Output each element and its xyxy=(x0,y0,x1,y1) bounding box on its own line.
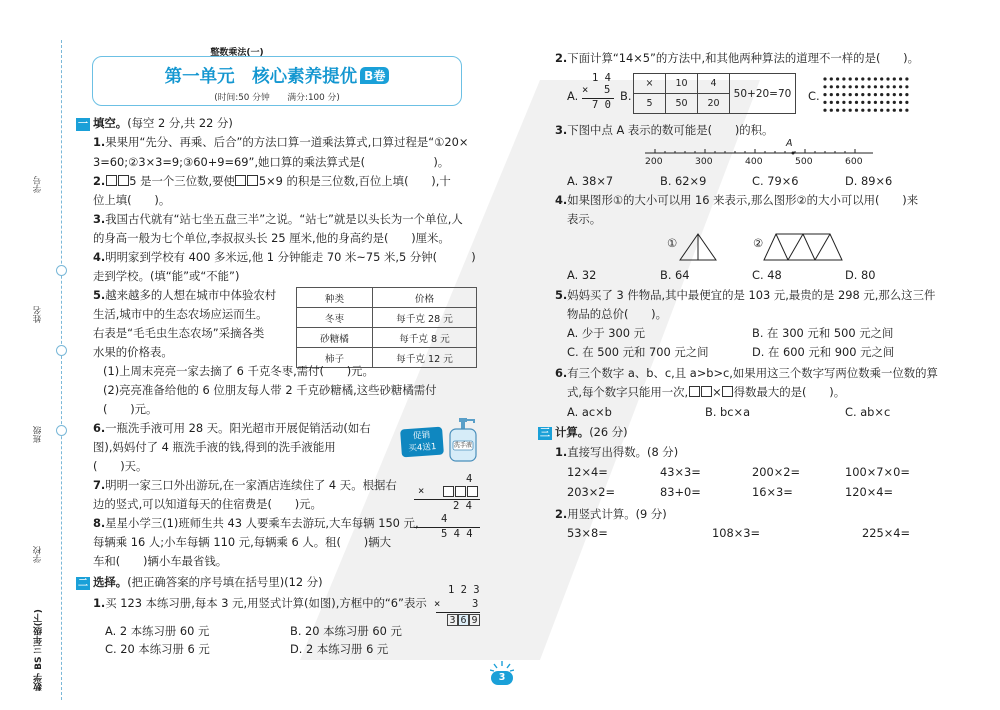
c1-option-d: D. 2 本练习册 6 元 xyxy=(290,642,389,656)
q5-line1 xyxy=(93,288,276,302)
array-dot xyxy=(849,77,852,80)
c6-option-c: C. ab×c xyxy=(845,405,891,419)
array-dot xyxy=(899,109,902,112)
vertical-digit: 5 4 4 xyxy=(441,528,473,540)
section-note: (每空 2 分,共 22 分) xyxy=(127,116,233,130)
digit-box xyxy=(118,175,129,186)
c5-option-c: C. 在 500 元和 700 元之间 xyxy=(567,345,709,359)
c1-option-b: B. 20 本练习册 60 元 xyxy=(290,624,402,638)
section-fill-blank-heading xyxy=(76,116,233,131)
k1-item: 120×4= xyxy=(845,485,894,499)
point-a-label: A xyxy=(786,138,793,149)
array-dot xyxy=(842,101,845,104)
section-number: 一 xyxy=(78,119,88,130)
unit-subtitle: 整数乘法(一) xyxy=(210,48,264,58)
promo-badge xyxy=(400,427,444,458)
vertical-digit: 5 xyxy=(604,84,611,96)
c1-line xyxy=(93,596,427,610)
q2-line1 xyxy=(93,174,451,188)
q5-line3: 右表是“毛毛虫生态农场”采摘各类 xyxy=(93,326,265,340)
tick-label: 600 xyxy=(845,156,863,167)
array-dot xyxy=(836,85,839,88)
vertical-digit: 3 xyxy=(472,598,479,610)
array-dot xyxy=(905,109,908,112)
c3-option-b: B. 62×9 xyxy=(660,174,707,188)
page-title-text: 第一单元 核心素养提优 xyxy=(164,67,358,87)
vertical-digit: 7 0 xyxy=(592,99,611,111)
c4-option-c: C. 48 xyxy=(752,268,782,282)
array-dot xyxy=(899,77,902,80)
hand-soap-bottle-icon xyxy=(446,418,480,462)
question-number: 5. xyxy=(93,288,106,302)
q7-vertical-multiplication xyxy=(410,474,486,554)
tick-label: 400 xyxy=(745,156,763,167)
q4-line2: 走到学校。(填“能”或“不能”) xyxy=(93,269,240,283)
k1-item: 200×2= xyxy=(752,465,801,479)
c6-line2: 式,每个数字只能用一次, × 得数最大的是( )。 xyxy=(567,385,846,399)
shape-2-label: ② xyxy=(753,236,764,250)
table-cell: 4 xyxy=(698,74,730,94)
result-cell: 9 xyxy=(469,614,480,626)
binding-hole xyxy=(56,265,67,276)
q6-line2: 图),妈妈付了 4 瓶洗手液的钱,得到的洗手液能用 xyxy=(93,440,336,454)
multiply-sign: × xyxy=(434,598,441,610)
section-title: 计算。 xyxy=(555,425,590,439)
array-dot xyxy=(830,109,833,112)
array-dot xyxy=(874,109,877,112)
array-dot xyxy=(849,101,852,104)
k2-item: 108×3= xyxy=(712,526,761,540)
fruit-price-table xyxy=(296,287,477,368)
digit-box xyxy=(722,386,733,397)
q1-line2: 3=60;②3×3=9;③60+9=69”,她口算的乘法算式是( )。 xyxy=(93,155,450,169)
c2-line xyxy=(555,51,919,65)
section-number: 二 xyxy=(78,578,88,589)
c2-b-area-table xyxy=(633,73,796,114)
c4-shapes-diagram xyxy=(660,232,870,262)
array-dot xyxy=(842,93,845,96)
c6-option-b: B. bc×a xyxy=(705,405,751,419)
c3-text: 下图中点 A 表示的数可能是( )的积。 xyxy=(567,123,774,137)
array-dot xyxy=(893,77,896,80)
vertical-digit: 1 4 xyxy=(592,72,611,84)
question-number: 5. xyxy=(555,288,568,302)
q1-line1 xyxy=(93,135,468,149)
q2-text-b: 5×9 的积是三位数,百位上填( ),十 xyxy=(258,174,451,188)
array-dot xyxy=(868,85,871,88)
table-cell: 50+20=70 xyxy=(730,74,796,114)
c2-c-dot-array xyxy=(822,76,912,114)
question-number: 1. xyxy=(93,596,106,610)
array-dot xyxy=(836,101,839,104)
result-cell: 3 xyxy=(447,614,458,626)
q7-line2: 边的竖式,可以知道每天的住宿费是( )元。 xyxy=(93,497,322,511)
time-info: (时间:50 分钟 满分:100 分) xyxy=(214,93,340,103)
array-dot xyxy=(880,77,883,80)
c5-option-d: D. 在 600 元和 900 元之间 xyxy=(752,345,895,359)
array-dot xyxy=(855,93,858,96)
q6-text: 一瓶洗手液可用 28 天。阳光超市开展促销活动(如右 xyxy=(105,421,371,435)
array-dot xyxy=(868,77,871,80)
array-dot xyxy=(855,109,858,112)
q5-line2: 生活,城市中的生态农场应运而生。 xyxy=(93,307,268,321)
array-dot xyxy=(905,93,908,96)
array-dot xyxy=(880,85,883,88)
class-label: 班级 xyxy=(33,426,43,444)
q5-sub1: (1)上周末亮亮一家去摘了 6 千克冬枣,需付( )元。 xyxy=(103,364,374,378)
array-dot xyxy=(861,77,864,80)
shape-1-label: ① xyxy=(667,236,678,250)
k2-title xyxy=(555,507,667,521)
c2-option-c-label: C. xyxy=(808,89,820,103)
question-number: 7. xyxy=(93,478,106,492)
digit-box xyxy=(106,175,117,186)
array-dot xyxy=(899,93,902,96)
q8-line3: 车和( )辆小车最省钱。 xyxy=(93,554,228,568)
subject-label: 数学 BS 三年级(下) xyxy=(34,609,44,691)
question-number: 6. xyxy=(93,421,106,435)
c5-line2: 物品的总价( )。 xyxy=(567,307,668,321)
section-title: 填空。 xyxy=(93,116,128,130)
question-number: 2. xyxy=(555,507,568,521)
k1-item: 12×4= xyxy=(567,465,608,479)
array-dot xyxy=(893,101,896,104)
c3-line xyxy=(555,123,773,137)
array-dot xyxy=(880,93,883,96)
vertical-digit: 4 xyxy=(466,473,473,485)
q5-sub2-line2: ( )元。 xyxy=(103,402,158,416)
q3-line1 xyxy=(93,212,463,226)
array-dot xyxy=(874,101,877,104)
array-dot xyxy=(886,93,889,96)
tick-label: 300 xyxy=(695,156,713,167)
table-cell: × xyxy=(634,74,666,94)
array-dot xyxy=(886,85,889,88)
k1-item: 16×3= xyxy=(752,485,793,499)
tick-label: 500 xyxy=(795,156,813,167)
question-number: 4. xyxy=(93,250,106,264)
c2-a-vertical xyxy=(582,73,618,113)
question-number: 2. xyxy=(93,174,106,188)
q8-text: 星星小学三(1)班师生共 43 人要乘车去游玩,大车每辆 150 元, xyxy=(105,516,419,530)
header-box xyxy=(92,56,462,106)
question-number: 3. xyxy=(93,212,106,226)
table-cell: 10 xyxy=(666,74,698,94)
question-number: 1. xyxy=(555,445,568,459)
q4-line1 xyxy=(93,250,476,264)
student-number-label: 学号 xyxy=(33,176,43,194)
c5-line1 xyxy=(555,288,935,302)
question-number: 4. xyxy=(555,193,568,207)
k2-item: 225×4= xyxy=(862,526,911,540)
array-dot xyxy=(899,85,902,88)
array-dot xyxy=(836,77,839,80)
array-dot xyxy=(823,101,826,104)
section-calculation-heading xyxy=(538,425,628,440)
array-dot xyxy=(849,109,852,112)
c4-option-a: A. 32 xyxy=(567,268,597,282)
array-dot xyxy=(823,77,826,80)
array-dot xyxy=(868,109,871,112)
q8-line1 xyxy=(93,516,419,530)
q1-text: 果果用“先分、再乘、后合”的方法口算一道乘法算式,口算过程是“①20× xyxy=(105,135,469,149)
section-choice-heading xyxy=(76,575,323,590)
array-dot xyxy=(868,93,871,96)
array-dot xyxy=(874,85,877,88)
q4-text: 明明家到学校有 400 多米远,他 1 分钟能走 70 米~75 米,5 分钟( ) xyxy=(105,250,476,264)
array-dot xyxy=(874,93,877,96)
array-dot xyxy=(880,109,883,112)
array-dot xyxy=(842,77,845,80)
digit-box xyxy=(235,175,246,186)
q3-line2: 的身高一般为七个单位,李叔叔头长 25 厘米,他的身高约是( )厘米。 xyxy=(93,231,450,245)
k1-title xyxy=(555,445,678,459)
binding-hole xyxy=(56,425,67,436)
q7-text: 明明一家三口外出游玩,在一家酒店连续住了 4 天。根据右 xyxy=(105,478,397,492)
vertical-rule xyxy=(436,612,480,613)
array-dot xyxy=(899,101,902,104)
array-dot xyxy=(823,85,826,88)
c1-text: 买 123 本练习册,每本 3 元,用竖式计算(如图),方框中的“6”表示 xyxy=(105,596,427,610)
q2-line2: 位上填( )。 xyxy=(93,193,171,207)
section-number: 三 xyxy=(540,428,550,439)
digit-box xyxy=(443,486,454,497)
k1-item: 100×7×0= xyxy=(845,465,910,479)
digit-box xyxy=(247,175,258,186)
q3-text: 我国古代就有“站七坐五盘三半”之说。“站七”就是以头长为一个单位,人 xyxy=(105,212,463,226)
page-number: 3 xyxy=(491,671,513,685)
table-cell: 每千克 28 元 xyxy=(373,308,477,328)
array-dot xyxy=(886,109,889,112)
k2-text: 用竖式计算。(9 分) xyxy=(567,507,667,521)
c6-line1 xyxy=(555,366,938,380)
binding-strip xyxy=(30,40,72,700)
array-dot xyxy=(905,77,908,80)
q6-line1 xyxy=(93,421,371,435)
array-dot xyxy=(861,109,864,112)
section-note: (把正确答案的序号填在括号里)(12 分) xyxy=(127,575,323,589)
array-dot xyxy=(830,85,833,88)
k1-text: 直接写出得数。(8 分) xyxy=(567,445,679,459)
c2-text: 下面计算“14×5”的方法中,和其他两种算法的道理不一样的是( )。 xyxy=(567,51,920,65)
k1-item: 203×2= xyxy=(567,485,616,499)
c2-option-b-label: B. xyxy=(620,89,632,103)
array-dot xyxy=(830,101,833,104)
question-number: 1. xyxy=(93,135,106,149)
array-dot xyxy=(861,101,864,104)
array-dot xyxy=(855,85,858,88)
array-dot xyxy=(893,93,896,96)
array-dot xyxy=(893,109,896,112)
table-cell: 20 xyxy=(698,94,730,114)
highlighted-result-cell: 6 xyxy=(458,614,469,626)
binding-hole xyxy=(56,345,67,356)
q7-line1 xyxy=(93,478,397,492)
c5-option-a: A. 少于 300 元 xyxy=(567,326,645,340)
q6-line3: ( )天。 xyxy=(93,459,148,473)
digit-box xyxy=(467,486,478,497)
array-dot xyxy=(823,109,826,112)
table-header: 价格 xyxy=(373,288,477,308)
array-dot xyxy=(849,93,852,96)
table-cell: 每千克 8 元 xyxy=(373,328,477,348)
array-dot xyxy=(861,85,864,88)
question-number: 8. xyxy=(93,516,106,530)
c4-line1 xyxy=(555,193,918,207)
table-cell: 冬枣 xyxy=(297,308,373,328)
array-dot xyxy=(886,101,889,104)
c1-option-c: C. 20 本练习册 6 元 xyxy=(105,642,210,656)
array-dot xyxy=(842,109,845,112)
table-cell: 每千克 12 元 xyxy=(373,348,477,368)
c6-text: 有三个数字 a、b、c,且 a>b>c,如果用这三个数字写两位数乘一位数的算 xyxy=(567,366,938,380)
q2-text-a: 5 是一个三位数,要使 xyxy=(129,174,235,188)
array-dot xyxy=(836,93,839,96)
k1-item: 43×3= xyxy=(660,465,701,479)
c5-option-b: B. 在 300 元和 500 元之间 xyxy=(752,326,894,340)
table-row xyxy=(634,74,796,94)
table-cell: 砂糖橘 xyxy=(297,328,373,348)
array-dot xyxy=(861,93,864,96)
table-cell: 柿子 xyxy=(297,348,373,368)
array-dot xyxy=(874,77,877,80)
vertical-digit: 2 4 xyxy=(453,500,472,512)
school-label: 学校 xyxy=(33,546,43,564)
c1-vertical-multiplication xyxy=(430,585,480,631)
table-header: 种类 xyxy=(297,288,373,308)
q5-text: 越来越多的人想在城市中体验农村 xyxy=(105,288,277,302)
name-label: 姓名 xyxy=(33,306,43,324)
array-dot xyxy=(849,85,852,88)
array-dot xyxy=(905,85,908,88)
promo-line1: 促销 xyxy=(412,430,431,442)
c2-option-a-label: A. xyxy=(567,89,579,103)
array-dot xyxy=(842,85,845,88)
digit-box xyxy=(455,486,466,497)
page-title xyxy=(93,63,461,88)
c3-option-a: A. 38×7 xyxy=(567,174,614,188)
c4-text: 如果图形①的大小可以用 16 来表示,那么图形②的大小可以用( )来 xyxy=(567,193,919,207)
array-dot xyxy=(855,77,858,80)
multiply-sign: × xyxy=(582,84,589,96)
array-dot xyxy=(893,85,896,88)
array-dot xyxy=(868,101,871,104)
c3-option-d: D. 89×6 xyxy=(845,174,893,188)
table-cell: 5 xyxy=(634,94,666,114)
vertical-digit: 4 xyxy=(441,513,448,525)
c4-line2: 表示。 xyxy=(567,212,602,226)
array-dot xyxy=(830,77,833,80)
digit-box xyxy=(701,386,712,397)
c4-option-d: D. 80 xyxy=(845,268,876,282)
c4-option-b: B. 64 xyxy=(660,268,690,282)
table-header-row xyxy=(297,288,477,308)
promo-line2: 买4送1 xyxy=(408,442,437,454)
multiply-sign: × xyxy=(418,485,425,497)
c6-text-b: 得数最大的是( )。 xyxy=(733,385,846,399)
array-dot xyxy=(823,93,826,96)
k2-item: 53×8= xyxy=(567,526,608,540)
array-dot xyxy=(836,109,839,112)
question-number: 6. xyxy=(555,366,568,380)
q8-line2: 每辆乘 16 人;小车每辆 110 元,每辆乘 6 人。租( )辆大 xyxy=(93,535,391,549)
c3-option-c: C. 79×6 xyxy=(752,174,799,188)
binding-line xyxy=(61,40,62,700)
k1-item: 83+0= xyxy=(660,485,701,499)
array-dot xyxy=(880,101,883,104)
vertical-digit: 1 2 3 xyxy=(448,584,480,596)
c6-option-a: A. ac×b xyxy=(567,405,612,419)
array-dot xyxy=(886,77,889,80)
c6-text-a: 式,每个数字只能用一次, xyxy=(567,385,689,399)
table-cell: 50 xyxy=(666,94,698,114)
section-title: 选择。 xyxy=(93,575,128,589)
table-row xyxy=(297,328,477,348)
version-badge: B卷 xyxy=(360,67,389,84)
array-dot xyxy=(855,101,858,104)
c5-text: 妈妈买了 3 件物品,其中最便宜的是 103 元,最贵的是 298 元,那么这三件 xyxy=(567,288,936,302)
bottle-label: 洗手液 xyxy=(453,442,472,449)
table-row xyxy=(297,308,477,328)
question-number: 3. xyxy=(555,123,568,137)
tick-label: 200 xyxy=(645,156,663,167)
array-dot xyxy=(905,101,908,104)
section-note: (26 分) xyxy=(589,425,628,439)
q5-sub2-line1: (2)亮亮准备给他的 6 位朋友每人带 2 千克砂糖橘,这些砂糖橘需付 xyxy=(103,383,437,397)
array-dot xyxy=(830,93,833,96)
question-number: 2. xyxy=(555,51,568,65)
digit-box xyxy=(689,386,700,397)
q5-line4: 水果的价格表。 xyxy=(93,345,173,359)
c1-option-a: A. 2 本练习册 60 元 xyxy=(105,624,210,638)
